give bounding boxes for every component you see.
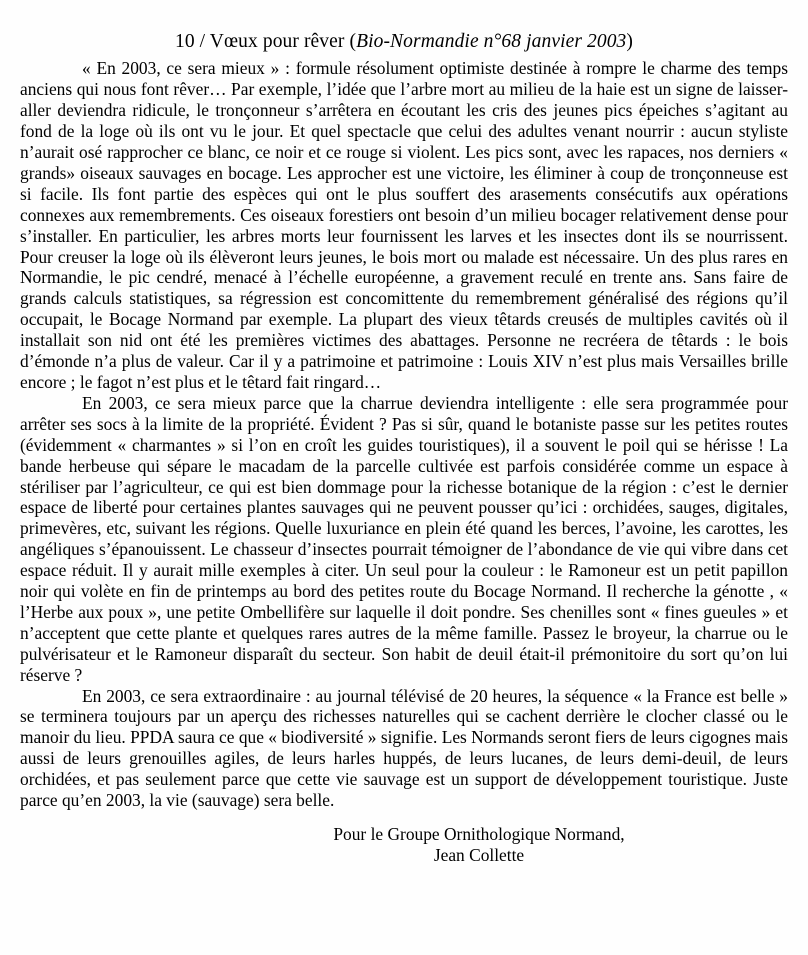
paragraph-2: En 2003, ce sera mieux parce que la charrue deviendra intelligente : elle sera programmée pour arrêter ses socs à la limite de la propriété. Évident ? Pas si sûr, quand le botaniste passe sur les petites routes (évidemment « charmantes » si l’on en croît les guides touristiques), il a souvent le poil qui se hérisse ! La bande herbeuse qui sépare le macadam de la parcelle cultivée est parfois considérée comme un espace à stériliser par l’agriculteur, ce qui est bien dommage pour la richesse botanique de la région : c’est le dernier espace de liberté pour certaines plantes sauvages qui ne peuvent pousser qu’ici : orchidées, sauges, digitales, primevères, etc, suivant les régions. Quelle luxuriance en plein été quand les berces, l’avoine, les carottes, les angéliques s’épanouissent. Le chasseur d’insectes pourrait témoigner de l’abondance de vie qui vibre dans cet espace réduit. Il y aurait mille exemples à citer. Un seul pour la couleur : le Ramoneur est un petit papillon noir qui volète en fin de printemps au bord des petites route du Bocage Normand. Il recherche la génotte , « l’Herbe aux poux », une petite Ombellifère sur laquelle il doit pondre. Ses chenilles sont « fines gueules » et n’acceptent que cette plante et quelques rares autres de la même famille. Passez le broyeur, la charrue ou le pulvérisateur et le Ramoneur disparaît du secteur. Son habit de deuil était-il prémonitoire du sort qu’on lui réserve ?	[20, 392, 788, 685]
signature-organisation: Pour le Groupe Ornithologique Normand,	[333, 824, 625, 844]
signature-block	[20, 824, 788, 866]
page-title	[20, 30, 788, 54]
paragraph-3: En 2003, ce sera extraordinaire : au journal télévisé de 20 heures, la séquence « la France est belle » se terminera toujours par un aperçu des richesses naturelles qui se cachent derrière le clocher classé ou le manoir du lieu. PPDA saura ce que « biodiversité » signifie. Les Normands seront fiers de leurs cigognes mais aussi de leurs grenouilles agiles, de leurs harles huppés, de leurs lucanes, de leurs demi-deuil, de leurs orchidées, et pas seulement parce que cette vie sauvage est un support de développement touristique. Juste parce qu’en 2003, la vie (sauvage) sera belle.	[20, 685, 788, 811]
page-title-publication: Bio-Normandie n°68 janvier 2003	[356, 31, 627, 52]
page-title-suffix: )	[626, 31, 634, 52]
page-title-prefix: 10 / Vœux pour rêver (	[174, 31, 357, 52]
paragraph-1: « En 2003, ce sera mieux » : formule résolument optimiste destinée à rompre le charme des temps anciens qui nous font rêver… Par exemple, l’idée que l’arbre mort au milieu de la haie est un signe de laisser-aller deviendra ridicule, le tronçonneur s’arrêtera en écoutant les cris des jeunes pics épeiches s’agitant au fond de la loge où ils ont vu le jour. Et quel spectacle que celui des adultes venant nourrir : aucun styliste n’aurait osé rapprocher ce blanc, ce noir et ce rouge si violent. Les pics sont, avec les rapaces, nos derniers « grands» oiseaux sauvages en bocage. Les approcher est une victoire, les éliminer à coup de tronçonneuse est si facile. Ils font partie des espèces qui ont le plus souffert des arasements consécutifs aux opérations connexes aux remembrements. Ces oiseaux forestiers ont besoin d’un milieu bocager relativement dense pour s’installer. En particulier, les arbres morts leur fournissent les larves et les insectes dont ils se nourrissent. Pour creuser la loge où ils élèveront leurs jeunes, le bois mort ou malade est nécessaire. Un des plus rares en Normandie, le pic cendré, menacé à l’échelle européenne, a gravement reculé en trente ans. Sans faire de grands calculs statistiques, sa régression est concomittente du remembrement généralisé des régions qu’il occupait, le Bocage Normand par exemple. La plupart des vieux têtards creusés de multiples cavités où il installait son nid ont été les premières victimes des abattages. Personne ne recréera de têtards : le bois d’émonde n’a plus de valeur. Car il y a patrimoine et patrimoine : Louis XIV n’est plus mais Versailles brille encore ; le fagot n’est plus et le têtard fait ringard…	[20, 58, 788, 392]
article-body	[20, 58, 788, 811]
signature-author: Jean Collette	[433, 844, 525, 865]
